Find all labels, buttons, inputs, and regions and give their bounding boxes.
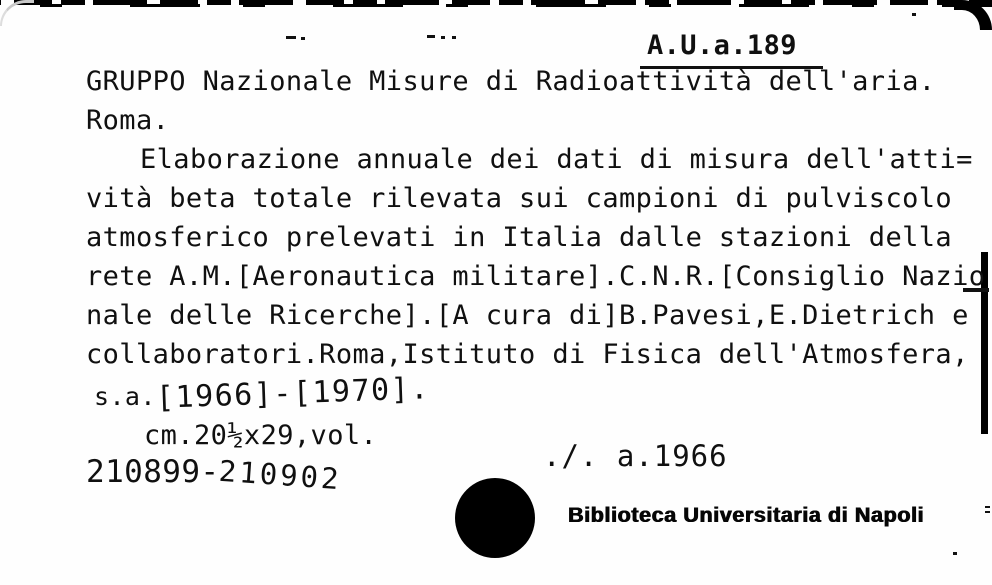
scan-speck <box>301 37 305 40</box>
scan-speck <box>912 13 916 16</box>
date-line <box>94 371 431 416</box>
punch-hole-dot <box>455 478 535 558</box>
library-stamp: Biblioteca Universitaria di Napoli <box>568 503 925 527</box>
date-prefix: s.a. <box>94 382 156 411</box>
description-line-4: rete A.M.[Aeronautica militare].C.N.R.[Consiglio Nazio <box>86 261 986 292</box>
holdings-annotation: ./. a.1966 <box>543 439 728 473</box>
main-entry-line-1: GRUPPO Nazionale Misure di Radioattività dell'aria. <box>86 66 936 97</box>
scan-speck <box>985 511 990 513</box>
inventory-typed: 210899- <box>86 454 220 490</box>
date-handwritten: [1966]-[1970]. <box>155 371 431 416</box>
inventory-handwritten: 210902 <box>218 453 344 497</box>
scan-speck <box>286 36 296 39</box>
inventory-numbers <box>86 453 344 497</box>
scan-speck <box>985 506 990 508</box>
description-line-2: vità beta totale rilevata sui campioni di pulviscolo <box>86 183 953 214</box>
scan-edge-top <box>0 0 992 9</box>
scan-speck <box>953 552 957 555</box>
description-line-1: Elaborazione annuale dei dati di misura dell'atti= <box>140 144 973 175</box>
call-number: A.U.a.189 <box>640 26 823 69</box>
description-line-6: collaboratori.Roma,Istituto di Fisica dell'Atmosfera, <box>86 339 969 370</box>
scan-speck <box>452 36 456 39</box>
collation-line: cm.20½x29,vol. <box>144 420 378 451</box>
scan-speck <box>441 36 445 39</box>
description-line-5: nale delle Ricerche].[A cura di]B.Pavesi,E.Dietrich e <box>86 300 969 331</box>
scan-speck <box>427 35 435 38</box>
description-line-3: atmosferico prelevati in Italia dalle stazioni della <box>86 222 953 253</box>
main-entry-line-2: Roma. <box>86 105 170 136</box>
